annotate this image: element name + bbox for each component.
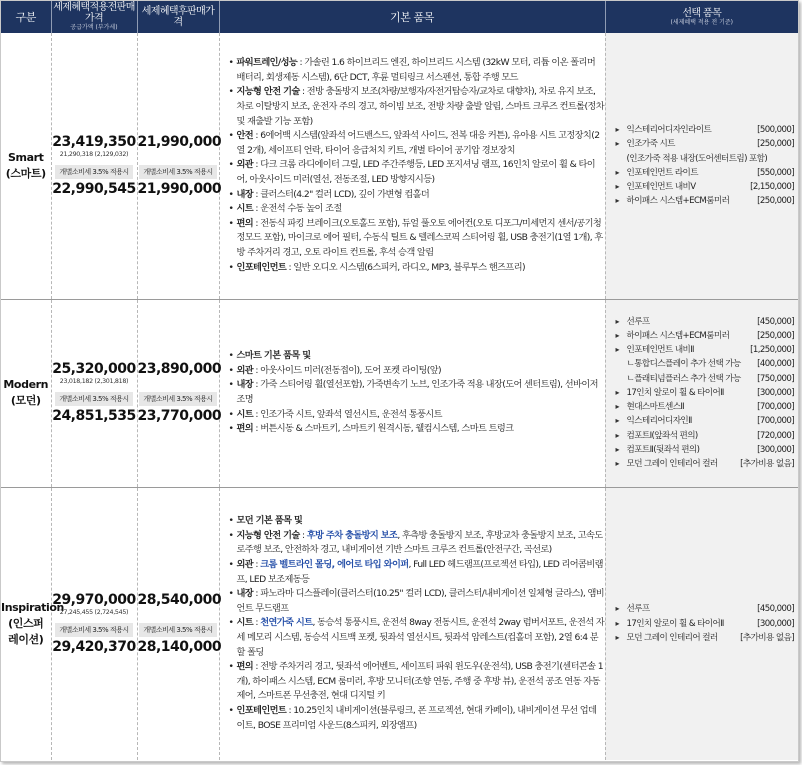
basic-item-text: : 가솔린 1.6 하이브리드 엔진, 하이브리드 시스템 (32kW 모터, 리튬 이온 폴리머 배터리, 회생제동 시스템), 6단 DCT, 후륜 멀티링크 서스펜션, 통합 주행 모드 bbox=[236, 57, 596, 83]
supply-price: 23,018,182 (2,301,818) bbox=[59, 378, 129, 385]
basic-items-list bbox=[228, 349, 605, 437]
select-items-cell bbox=[605, 487, 798, 760]
price-before-tax35: 29,420,370 bbox=[52, 638, 136, 655]
option-item bbox=[616, 414, 795, 428]
basic-item-text: : 운전석 수동 높이 조절 bbox=[253, 203, 342, 215]
basic-item-text: , Full LED 헤드램프(프로젝션 타입), LED 리어콤비램프, LED 보조제동등 bbox=[236, 559, 603, 585]
basic-item-label: 외관 bbox=[236, 559, 254, 571]
trim-row bbox=[1, 33, 798, 299]
option-price: [450,000] bbox=[757, 316, 794, 327]
price-after-cell bbox=[137, 487, 222, 760]
basic-item-label: 인포테인먼트 bbox=[236, 705, 287, 717]
basic-item-label: 편의 bbox=[236, 661, 254, 673]
basic-item bbox=[228, 129, 605, 158]
option-item bbox=[616, 329, 795, 343]
basic-item bbox=[228, 349, 605, 364]
basic-item-text: , 동승석 통풍시트, 운전석 8way 전동시트, 운전석 2way 럼버서포트, 운전석 자세 메모리 시스템, 동승석 시트백 포켓, 뒷좌석 열선시트, 뒷좌석 암레스트(컵홀더 포함), 2열 6:4 분할 폴딩 bbox=[236, 617, 605, 658]
tax-tag: 개별소비세 3.5% 적용시 bbox=[55, 392, 132, 406]
separator: : bbox=[253, 617, 261, 629]
trim-name-label: Inspiration (인스퍼 레이션) bbox=[1, 600, 64, 646]
option-price: [250,000] bbox=[757, 139, 794, 150]
price-after-tax35: 21,990,000 bbox=[137, 180, 222, 197]
trim-name-label: Smart (스마트) bbox=[5, 150, 46, 180]
option-item bbox=[616, 602, 795, 616]
option-name: (인조가죽 적용 내장(도어센터트림) 포함) bbox=[626, 153, 768, 164]
option-price: [750,000] bbox=[757, 373, 794, 384]
basic-item-label: 내장 bbox=[236, 379, 254, 391]
basic-item-text: : 인조가죽 시트, 앞좌석 열선시트, 운전석 통풍시트 bbox=[253, 408, 442, 420]
basic-item bbox=[228, 364, 605, 379]
price-after-tax35: 23,770,000 bbox=[137, 408, 222, 424]
option-name: ▸ 인포테인먼트 내비Ⅴ bbox=[616, 180, 696, 194]
option-item bbox=[616, 137, 795, 151]
basic-item-label: 내장 bbox=[236, 588, 254, 600]
option-price: [500,000] bbox=[757, 125, 794, 136]
option-price: [추가비용 없음] bbox=[740, 632, 794, 643]
option-price: [1,250,000] bbox=[750, 345, 794, 356]
option-price: [300,000] bbox=[757, 618, 794, 629]
basic-item-text: : 10.25인치 내비게이션(블루링크, 폰 프로젝션, 현대 카페이), 내비게이션 무선 업데이트, BOSE 프리미엄 사운드(8스피커, 외장앰프) bbox=[236, 705, 597, 731]
trim-name bbox=[1, 487, 64, 760]
option-price: [550,000] bbox=[757, 167, 794, 178]
price-after: 28,540,000 bbox=[137, 591, 222, 608]
option-item bbox=[616, 152, 795, 166]
option-name: ▸ 컴포트Ⅰ(앞좌석 편의) bbox=[616, 429, 698, 443]
spacer bbox=[138, 378, 219, 386]
trim-name bbox=[1, 299, 51, 487]
basic-item bbox=[228, 158, 605, 187]
basic-item-text: : 다크 크롬 라디에이터 그릴, LED 주간주행등, LED 포지셔닝 램프, 16인치 알로이 휠 & 타이어, 아웃사이드 미러(열선, 전동조절, LED 방향지시등) bbox=[236, 159, 596, 186]
basic-item bbox=[228, 587, 605, 616]
basic-item-label: 시트 bbox=[236, 408, 254, 420]
option-name: ▸ 17인치 알로이 휠 & 타이어Ⅱ bbox=[616, 617, 724, 631]
header-trim: 구분 bbox=[1, 1, 51, 33]
tax-tag: 개별소비세 3.5% 적용시 bbox=[55, 623, 132, 637]
option-price: [2,150,000] bbox=[750, 181, 794, 192]
price-before-cell bbox=[51, 299, 137, 487]
basic-item-text: : 클러스터(4.2" 컬러 LCD), 깊이 가변형 컵홀더 bbox=[253, 188, 430, 200]
basic-item-label: 시트 bbox=[236, 203, 254, 215]
option-item bbox=[616, 315, 795, 329]
option-item bbox=[616, 443, 795, 457]
option-name: ▸ 익스테리어디자인라이트 bbox=[616, 123, 712, 137]
basic-item bbox=[228, 529, 605, 558]
option-item bbox=[616, 617, 795, 631]
option-price: [250,000] bbox=[757, 196, 794, 207]
basic-item bbox=[228, 188, 605, 203]
select-items-cell bbox=[605, 33, 798, 299]
trim-name-label: Modern (모던) bbox=[3, 378, 49, 407]
option-price: [추가비용 없음] bbox=[740, 458, 794, 469]
basic-item-text: : 파노라마 디스플레이(클러스터(10.25" 컬러 LCD), 클러스터/내비게이션 일체형 글라스), 앰비언트 무드램프 bbox=[236, 588, 605, 614]
price-table bbox=[1, 1, 798, 760]
basic-item-label: 파워트레인/성능 bbox=[236, 57, 298, 69]
price-after: 21,990,000 bbox=[137, 133, 222, 150]
basic-item bbox=[228, 616, 605, 660]
option-price: [250,000] bbox=[757, 331, 794, 342]
price-after: 23,890,000 bbox=[137, 361, 222, 377]
option-item bbox=[616, 123, 795, 137]
option-price: [720,000] bbox=[757, 430, 794, 441]
basic-item-text: : 아웃사이드 미러(전동접이), 도어 포켓 라이팅(앞) bbox=[253, 364, 441, 376]
basic-item bbox=[228, 378, 605, 407]
basic-item bbox=[228, 217, 605, 261]
basic-item bbox=[228, 558, 605, 587]
option-name: ▸ 선루프 bbox=[616, 315, 650, 329]
tax-tag: 개별소비세 3.5% 적용시 bbox=[139, 623, 216, 637]
header-price-before: 세제혜택적용전판매가격 공급가액 (부가세) bbox=[51, 1, 137, 33]
option-price: [450,000] bbox=[757, 604, 794, 615]
basic-item-label: 지능형 안전 기술 bbox=[236, 529, 300, 541]
basic-item-text: : 6에어백 시스템(앞좌석 어드밴스드, 앞좌석 사이드, 전복 대응 커튼), 유아용 시트 고정장치(2열 2개), 세이프티 언락, 타이어 응급처치 키트, 개별 타이어 공기압 경보장치 bbox=[236, 130, 600, 156]
basic-item-text: , 후측방 충돌방지 보조, 후방교차 충돌방지 보조, 고속도로주행 보조, 안전하차 경고, 내비게이션 기반 스마트 크루즈 컨트롤(안전구간, 곡선로) bbox=[236, 529, 603, 556]
option-name: ▸ 선루프 bbox=[616, 602, 650, 616]
select-items-list bbox=[616, 123, 795, 208]
basic-item bbox=[228, 422, 605, 437]
trim-name bbox=[1, 33, 51, 299]
option-item bbox=[616, 400, 795, 414]
price-after-cell bbox=[137, 299, 222, 487]
price-after-tax35: 28,140,000 bbox=[137, 638, 222, 655]
basic-item bbox=[228, 660, 605, 704]
option-item bbox=[616, 343, 795, 357]
option-price: [400,000] bbox=[757, 359, 794, 370]
basic-item-text: : 전동식 파킹 브레이크(오토홀드 포함), 듀얼 풀오토 에어컨(오토 디포그/미세먼지 센서/공기청정모드 포함), 마이크로 에어 필터, 수동식 틸트 & 텔레스코픽 스티어링 휠, USB 충전기(1열 1개), 후방 주차거리 경고, 오토 라이트 컨트롤, 후석 승객 알림 bbox=[236, 217, 603, 259]
select-items-list bbox=[616, 602, 795, 645]
basic-items-cell bbox=[219, 487, 605, 760]
supply-price: 21,290,318 (2,129,032) bbox=[59, 150, 129, 158]
basic-item bbox=[228, 514, 605, 529]
tax-tag: 개별소비세 3.5% 적용시 bbox=[139, 392, 216, 406]
option-name: ▸ 모던 그레이 인테리어 컬러 bbox=[616, 631, 718, 645]
basic-item-text: : 전방 충돌방지 보조(차량/보행자/자전거탑승자/교차로 대향차), 차로 유지 보조, 차로 이탈방지 보조, 운전자 주의 경고, 하이빔 보조, 전방 차량 출발 알림, 스마트 크루즈 컨트롤(정차 및 재출발 기능 포함) bbox=[236, 86, 604, 127]
option-item bbox=[616, 631, 795, 645]
separator: : bbox=[253, 559, 261, 571]
price-after-cell bbox=[137, 33, 222, 299]
option-name: ▸ 인포테인먼트 라이트 bbox=[616, 166, 698, 180]
option-name: ▸ 인조가죽 시트 bbox=[616, 137, 675, 151]
basic-item-label: 외관 bbox=[236, 364, 254, 376]
basic-item-text: : 일반 오디오 시스템(6스피커, 라디오, MP3, 블루투스 핸즈프리) bbox=[286, 261, 525, 273]
price-before-tax35: 22,990,545 bbox=[52, 180, 136, 197]
option-name: ▸ 17인치 알로이 휠 & 타이어Ⅱ bbox=[616, 386, 724, 400]
select-items-cell bbox=[605, 299, 798, 487]
option-name: ▸ 하이패스 시스템+ECM룸미러 bbox=[616, 194, 730, 208]
basic-item-highlight: 후방 주차 충돌방지 보조 bbox=[306, 529, 398, 541]
spacer bbox=[138, 609, 219, 617]
basic-item-text: : 가죽 스티어링 휠(열선포함), 가죽변속기 노브, 인조가죽 적용 내장(도어 센터트림), 선바이저 조명 bbox=[236, 379, 598, 405]
price-before-cell bbox=[51, 33, 137, 299]
separator: : bbox=[299, 529, 307, 541]
option-name: ▸ 익스테리어디자인Ⅱ bbox=[616, 414, 692, 428]
basic-item bbox=[228, 202, 605, 217]
basic-item-text: : 버튼시동 & 스마트키, 스마트키 원격시동, 웰컴시스템, 스마트 트렁크 bbox=[253, 423, 514, 435]
spacer bbox=[138, 151, 219, 159]
basic-item-label: 내장 bbox=[236, 188, 254, 200]
basic-item bbox=[228, 408, 605, 423]
option-name: ▸ 하이패스 시스템+ECM룸미러 bbox=[616, 329, 730, 343]
option-name: ▸ 인포테인먼트 내비Ⅱ bbox=[616, 343, 694, 357]
basic-item-label: 인포테인먼트 bbox=[236, 261, 287, 273]
option-name: ㄴ플래티넘플러스 추가 선택 가능 bbox=[626, 373, 741, 384]
basic-item-label: 지능형 안전 기술 bbox=[236, 86, 300, 98]
option-item bbox=[616, 372, 795, 386]
option-item bbox=[616, 386, 795, 400]
select-items-list bbox=[616, 315, 795, 471]
basic-item bbox=[228, 56, 605, 85]
option-item bbox=[616, 180, 795, 194]
price-before: 25,320,000 bbox=[52, 361, 136, 377]
supply-price: 27,245,455 (2,724,545) bbox=[59, 608, 129, 616]
basic-item-highlight: 크롬 벨트라인 몰딩, 에어로 타입 와이퍼 bbox=[260, 559, 409, 571]
basic-items-list bbox=[228, 514, 605, 733]
option-item bbox=[616, 194, 795, 208]
basic-item-label: 편의 bbox=[236, 217, 254, 229]
option-price: [300,000] bbox=[757, 444, 794, 455]
basic-item-label: 스마트 기본 품목 및 bbox=[236, 350, 311, 362]
option-item bbox=[616, 457, 795, 471]
price-before: 23,419,350 bbox=[52, 133, 136, 150]
header-basic-items: 기본 품목 bbox=[219, 1, 605, 33]
price-before: 29,970,000 bbox=[52, 591, 136, 608]
price-before-cell bbox=[51, 487, 137, 760]
basic-item bbox=[228, 85, 605, 129]
option-price: [700,000] bbox=[757, 402, 794, 413]
basic-items-list bbox=[228, 56, 605, 275]
basic-item-text: : 전방 주차거리 경고, 뒷좌석 에어벤트, 세이프티 파워 윈도우(운전석), USB 충전기(센터콘솔 1개), 하이패스 시스템, ECM 룸미러, 후방 모니터(조향 연동, 주행 중 후방 뷰), 운전석 공조 연동 자동 제어, 스마트폰 무선충전, 현대 디지털 키 bbox=[236, 661, 603, 702]
basic-item-label: 외관 bbox=[236, 159, 254, 171]
basic-item-label: 시트 bbox=[236, 617, 254, 629]
option-name: ▸ 현대스마트센스Ⅱ bbox=[616, 400, 685, 414]
option-price: [300,000] bbox=[757, 387, 794, 398]
basic-item bbox=[228, 261, 605, 276]
header-price-after: 세제혜택후판매가격 bbox=[137, 1, 219, 33]
option-item bbox=[616, 166, 795, 180]
option-name: ▸ 모던 그레이 인테리어 컬러 bbox=[616, 457, 718, 471]
basic-item-label: 안전 bbox=[236, 130, 254, 142]
option-name: ㄴ통합디스플레이 추가 선택 가능 bbox=[626, 359, 741, 370]
price-before-tax35: 24,851,535 bbox=[52, 408, 136, 424]
option-name: ▸ 컴포트Ⅱ(뒷좌석 편의) bbox=[616, 443, 700, 457]
trim-row bbox=[1, 299, 798, 487]
option-item bbox=[616, 357, 795, 371]
basic-item-label: 모던 기본 품목 및 bbox=[236, 515, 303, 527]
basic-item-highlight: 천연가죽 시트 bbox=[260, 617, 313, 629]
basic-items-cell bbox=[219, 299, 605, 487]
option-price: [700,000] bbox=[757, 416, 794, 427]
basic-item bbox=[228, 704, 605, 733]
option-item bbox=[616, 429, 795, 443]
header-select-items: 선택 품목 (세제혜택 적용 전 기준) bbox=[605, 1, 798, 33]
tax-tag: 개별소비세 3.5% 적용시 bbox=[55, 165, 132, 179]
tax-tag: 개별소비세 3.5% 적용시 bbox=[139, 165, 216, 179]
basic-item-label: 편의 bbox=[236, 423, 254, 435]
trim-row bbox=[1, 487, 798, 760]
basic-items-cell bbox=[219, 33, 605, 299]
